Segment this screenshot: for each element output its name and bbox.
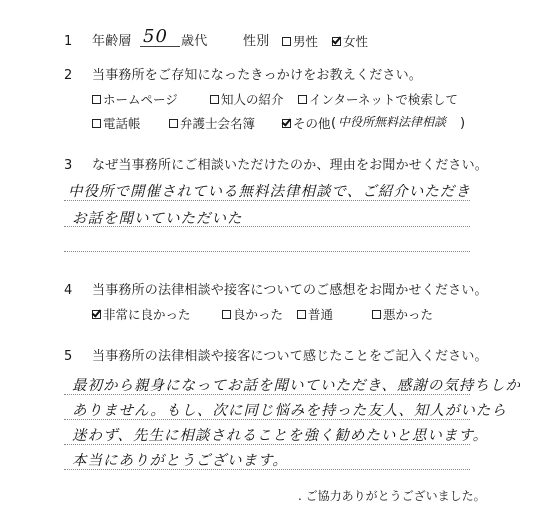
homepage-checkbox[interactable]	[92, 95, 101, 104]
option-other[interactable]	[282, 116, 331, 131]
other-checkbox[interactable]	[282, 119, 291, 128]
option-phonebook[interactable]	[92, 116, 141, 131]
footer-bullet: .	[298, 489, 306, 503]
gender-label: 性別	[243, 34, 270, 49]
footer-text: ご協力ありがとうございました。	[305, 489, 486, 503]
age-underline	[140, 46, 180, 47]
q2-number: 2	[64, 68, 73, 83]
q5-number: 5	[64, 349, 73, 364]
q4-text: 当事務所の法律相談や接客についてのご感想をお聞かせください。	[92, 283, 488, 298]
referral-checkbox[interactable]	[210, 95, 219, 104]
very-good-label: 非常に良かった	[103, 307, 191, 322]
internet-checkbox[interactable]	[298, 95, 307, 104]
internet-label: インターネットで検索して	[309, 92, 458, 107]
option-internet[interactable]	[298, 92, 458, 107]
q4-number: 4	[64, 283, 73, 298]
q5-ruled-line-4	[64, 469, 470, 470]
male-label: 男性	[293, 34, 319, 49]
q3-answer-line-2[interactable]: お話を聞いていただいた	[72, 211, 243, 227]
q2-text: 当事務所をご存知になったきっかけをお教えください。	[92, 68, 423, 83]
age-value[interactable]: 50	[143, 26, 168, 47]
q5-text: 当事務所の法律相談や接客について感じたことをご記入ください。	[92, 349, 488, 364]
gender-option-male[interactable]	[282, 34, 318, 49]
q5-answer-line-1[interactable]: 最初から親身になってお話を聞いていただき、感謝の気持ちしか	[72, 378, 521, 394]
q5-ruled-line-3	[64, 444, 470, 445]
age-label: 年齢層	[92, 34, 132, 49]
q5-answer-line-4[interactable]: 本当にありがとうございます。	[72, 453, 288, 469]
good-checkbox[interactable]	[222, 310, 231, 319]
option-referral[interactable]	[210, 92, 284, 107]
age-suffix: 歳代	[181, 34, 208, 49]
very-good-checkbox[interactable]	[92, 310, 101, 319]
q3-answer-line-1[interactable]: 中役所で開催されている無料法律相談で、ご紹介いただき	[68, 184, 471, 200]
other-paren-open: (	[331, 116, 337, 131]
q3-text: なぜ当事務所にご相談いただけたのか、理由をお聞かせください。	[92, 158, 489, 173]
option-bar-directory[interactable]	[169, 116, 255, 131]
q5-ruled-line-2	[64, 419, 470, 420]
phonebook-label: 電話帳	[103, 116, 141, 131]
average-label: 普通	[308, 307, 334, 322]
phonebook-checkbox[interactable]	[92, 119, 101, 128]
rating-bad[interactable]	[372, 307, 433, 322]
female-label: 女性	[343, 34, 369, 49]
gender-option-female[interactable]	[332, 34, 368, 49]
rating-average[interactable]	[297, 307, 333, 322]
option-homepage[interactable]	[92, 92, 178, 107]
referral-label: 知人の紹介	[221, 92, 284, 107]
q3-ruled-line-2	[64, 226, 470, 227]
male-checkbox[interactable]	[282, 37, 291, 46]
q5-answer-line-2[interactable]: ありません。もし、次に同じ悩みを持った友人、知人がいたら	[72, 403, 507, 419]
average-checkbox[interactable]	[297, 310, 306, 319]
rating-good[interactable]	[222, 307, 283, 322]
bad-checkbox[interactable]	[372, 310, 381, 319]
q5-ruled-line-1	[64, 394, 470, 395]
good-label: 良かった	[233, 307, 284, 322]
other-answer[interactable]: 中役所無料法律相談	[338, 115, 447, 129]
other-paren-close: )	[460, 116, 466, 131]
q3-number: 3	[64, 158, 73, 173]
bar-directory-checkbox[interactable]	[169, 119, 178, 128]
bad-label: 悪かった	[383, 307, 434, 322]
q3-ruled-line-1	[64, 200, 470, 201]
female-checkbox[interactable]	[332, 37, 341, 46]
bar-directory-label: 弁護士会名簿	[180, 116, 256, 131]
footer-thanks	[298, 487, 486, 504]
rating-very-good[interactable]	[92, 307, 191, 322]
homepage-label: ホームページ	[103, 92, 178, 107]
q5-answer-line-3[interactable]: 迷わず、先生に相談されることを強く勧めたいと思います。	[72, 428, 489, 444]
q1-number: 1	[64, 34, 73, 49]
other-label: その他	[293, 116, 331, 131]
q3-ruled-line-3	[64, 251, 470, 252]
